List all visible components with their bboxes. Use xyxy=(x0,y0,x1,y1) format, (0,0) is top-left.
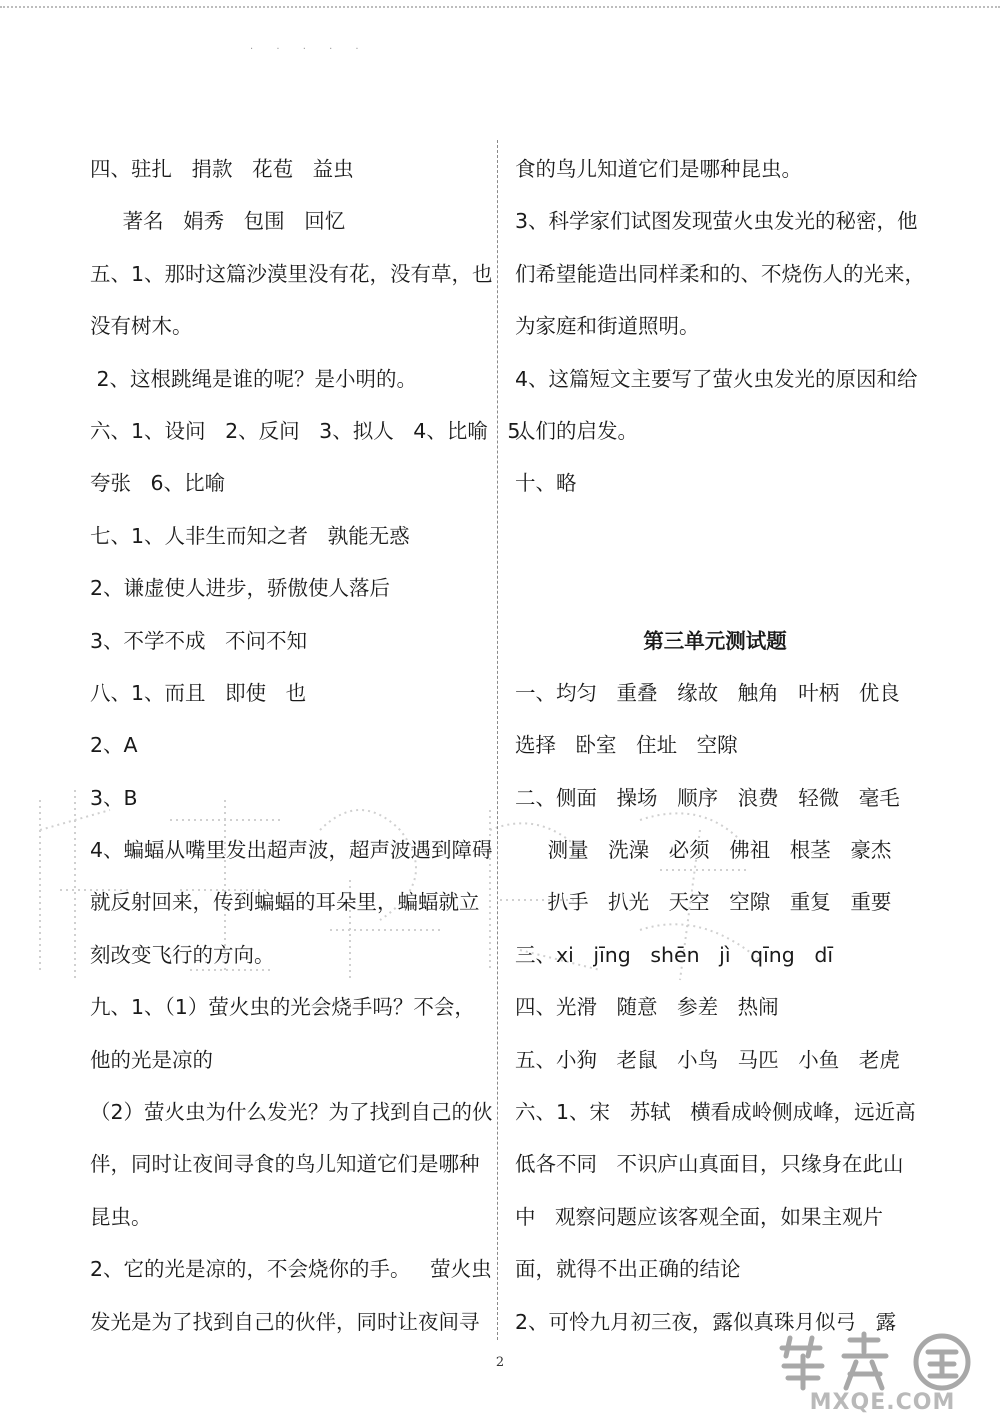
right-column xyxy=(515,143,925,1348)
right-line-19: 六、1、宋 苏轼 横看成岭侧成峰，远近高 xyxy=(515,1100,916,1125)
right-line-3: 们希望能造出同样柔和的、不烧伤人的光来， xyxy=(515,261,925,286)
right-line-9 xyxy=(515,562,915,614)
right-line-18: 五、小狗 老鼠 小鸟 马匹 小鱼 老虎 xyxy=(515,1047,900,1072)
site-logo xyxy=(770,1330,995,1420)
left-line-22: 2、它的光是凉的，不会烧你的手。 萤火虫 xyxy=(90,1257,492,1282)
right-line-16: 三、xi jīng shēn jì qīng dī xyxy=(515,942,834,967)
left-column xyxy=(90,143,541,1348)
left-line-16: 刻改变飞行的方向。 xyxy=(90,942,275,967)
scan-specks: · · · · · xyxy=(250,44,369,55)
right-line-6: 人们的启发。 xyxy=(515,418,638,443)
left-line-14: 4、蝙蝠从嘴里发出超声波，超声波遇到障碍 xyxy=(90,838,493,863)
logo-mark-icon xyxy=(770,1330,995,1392)
left-line-4: 没有树木。 xyxy=(90,314,193,339)
right-line-14: 测量 洗澡 必须 佛祖 根茎 豪杰 xyxy=(515,838,892,863)
right-line-13: 二、侧面 操场 顺序 浪费 轻微 毫毛 xyxy=(515,785,900,810)
left-line-9: 2、谦虚使人进步，骄傲使人落后 xyxy=(90,576,391,601)
left-line-7: 夸张 6、比喻 xyxy=(90,471,226,496)
left-line-19: （2）萤火虫为什么发光？为了找到自己的伙 xyxy=(90,1100,493,1125)
right-line-23: 2、可怜九月初三夜，露似真珠月似弓 露 xyxy=(515,1309,897,1334)
right-line-12: 选择 卧室 住址 空隙 xyxy=(515,733,738,758)
left-line-5: 2、这根跳绳是谁的呢？是小明的。 xyxy=(90,366,418,391)
column-divider xyxy=(497,140,498,1340)
left-line-13: 3、B xyxy=(90,785,138,810)
right-line-8 xyxy=(515,510,915,562)
right-line-11: 一、均匀 重叠 缘故 触角 叶柄 优良 xyxy=(515,680,900,705)
left-line-2: 著名 娟秀 包围 回忆 xyxy=(90,209,346,234)
right-line-1: 食的鸟儿知道它们是哪种昆虫。 xyxy=(515,157,802,181)
right-line-5: 4、这篇短文主要写了萤火虫发光的原因和给 xyxy=(515,366,918,391)
right-line-7: 十、略 xyxy=(515,471,577,496)
left-line-1: 四、驻扎 捐款 花苞 益虫 xyxy=(90,157,354,181)
right-line-2: 3、科学家们试图发现萤火虫发光的秘密，他 xyxy=(515,209,918,234)
left-line-3: 五、1、那时这篇沙漠里没有花，没有草，也 xyxy=(90,261,493,286)
left-line-18: 他的光是凉的 xyxy=(90,1047,213,1072)
left-line-8: 七、1、人非生而知之者 孰能无惑 xyxy=(90,523,410,548)
left-line-15: 就反射回来，传到蝙蝠的耳朵里，蝙蝠就立 xyxy=(90,890,480,915)
right-line-17: 四、光滑 随意 参差 热闹 xyxy=(515,995,779,1020)
page-top-border xyxy=(0,0,1000,8)
logo-url: MXQE.COM xyxy=(809,1390,956,1415)
left-line-6: 六、1、设问 2、反问 3、拟人 4、比喻 5、 xyxy=(90,418,541,443)
left-line-12: 2、A xyxy=(90,733,138,758)
section-title: 第三单元测试题 xyxy=(643,628,787,653)
left-line-11: 八、1、而且 即使 也 xyxy=(90,680,307,705)
left-line-20: 伴，同时让夜间寻食的鸟儿知道它们是哪种 xyxy=(90,1152,480,1177)
left-line-17: 九、1、（1）萤火虫的光会烧手吗？不会， xyxy=(90,995,475,1020)
right-line-20: 低各不同 不识庐山真面目，只缘身在此山 xyxy=(515,1152,904,1177)
left-line-21: 昆虫。 xyxy=(90,1204,152,1229)
right-line-21: 中 观察问题应该客观全面，如果主观片 xyxy=(515,1204,884,1229)
right-line-22: 面，就得不出正确的结论 xyxy=(515,1257,741,1282)
left-line-23: 发光是为了找到自己的伙伴，同时让夜间寻 xyxy=(90,1309,480,1334)
right-line-15: 扒手 扒光 天空 空隙 重复 重要 xyxy=(515,890,892,915)
page-number: 2 xyxy=(495,1355,505,1370)
left-line-10: 3、不学不成 不问不知 xyxy=(90,628,308,653)
right-line-4: 为家庭和街道照明。 xyxy=(515,314,700,339)
